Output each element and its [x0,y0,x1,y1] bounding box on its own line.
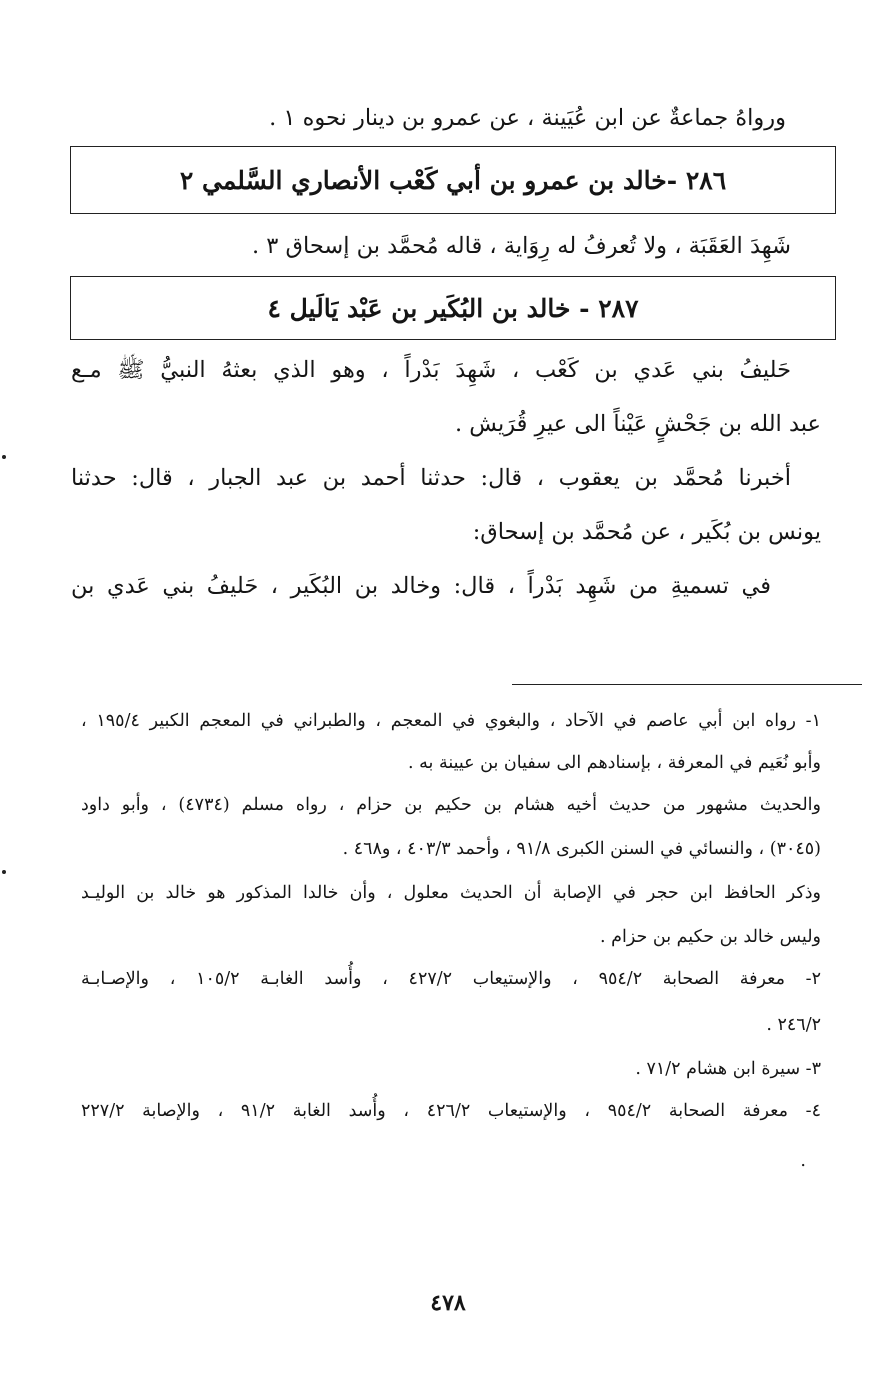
footnote-line: ٤- معرفة الصحابة ٩٥٤/٢ ، والإستيعاب ٤٢٦/٢ ، وأُسد الغابة ٩١/٢ ، والإصابة ٢٢٧/٢ [81,1101,821,1121]
footnote-separator [512,684,862,685]
footnote-line: وليس خالد بن حكيم بن حزام . [600,927,821,947]
footnote-line: والحديث مشهور من حديث أخيه هشام بن حكيم بن حزام ، رواه مسلم (٤٧٣٤) ، وأبو داود [81,795,821,815]
text-line-2: شَهِدَ العَقَبَة ، ولا تُعرفُ له رِوَاية ، قاله مُحمَّد بن إسحاق ٣ . [251,233,791,259]
footnote-line: ٢- معرفة الصحابة ٩٥٤/٢ ، والإستيعاب ٤٢٧/٢ ، وأُسد الغابـة ١٠٥/٢ ، والإصـابـة [81,969,822,989]
footnote-line: وذكر الحافظ ابن حجر في الإصابة أن الحديث معلول ، وأن خالدا المذكور هو خالد بن الوليـد [81,883,821,903]
paragraph-line: في تسميةِ من شَهِد بَدْراً ، قال: وخالد بن البُكَير ، حَليفُ بني عَدي بن [71,573,771,599]
text-line-1: ورواهُ جماعةٌ عن ابن عُيَينة ، عن عمرو بن دينار نحوه ١ . [269,105,786,131]
entry-heading-287 [70,276,836,340]
footnote-line: ٢٤٦/٢ . [766,1015,821,1035]
entry-heading-286-text: ٢٨٦ -خالد بن عمرو بن أبي كَعْب الأنصاري السَّلمي ٢ [179,165,727,195]
paragraph-line: عبد الله بن جَحْشٍ عَيْناً الى عيرِ قُرَيش . [455,411,821,437]
footnote-line: ١- رواه ابن أبي عاصم في الآحاد ، والبغوي في المعجم ، والطبراني في المعجم الكبير ١٩٥/٤ ، [81,711,821,731]
entry-heading-287-text: ٢٨٧ - خالد بن البُكَير بن عَبْد يَالَيل ٤ [267,293,639,323]
page-number: ٤٧٨ [430,1290,466,1316]
footnote-line: وأبو نُعَيم في المعرفة ، بإسنادهم الى سفيان بن عيينة به . [408,753,821,773]
scan-speck [2,455,6,459]
scan-speck [2,870,6,874]
paragraph-line: حَليفُ بني عَدي بن كَعْب ، شَهِدَ بَدْراً ، وهو الذي بعثهُ النبيُّ ﷺ مـع [71,357,791,383]
footnote-line: ٣- سيرة ابن هشام ٧١/٢ . [635,1059,821,1079]
entry-heading-286 [70,146,836,214]
paragraph-line: أخبرنا مُحمَّد بن يعقوب ، قال: حدثنا أحمد بن عبد الجبار ، قال: حدثنا [71,465,791,491]
footnote-line: . [800,1151,806,1171]
paragraph-line: يونس بن بُكَير ، عن مُحمَّد بن إسحاق: [472,519,821,545]
footnote-line: (٣٠٤٥) ، والنسائي في السنن الكبرى ٩١/٨ ، وأحمد ٤٠٣/٣ ، و٤٦٨ . [342,839,821,859]
